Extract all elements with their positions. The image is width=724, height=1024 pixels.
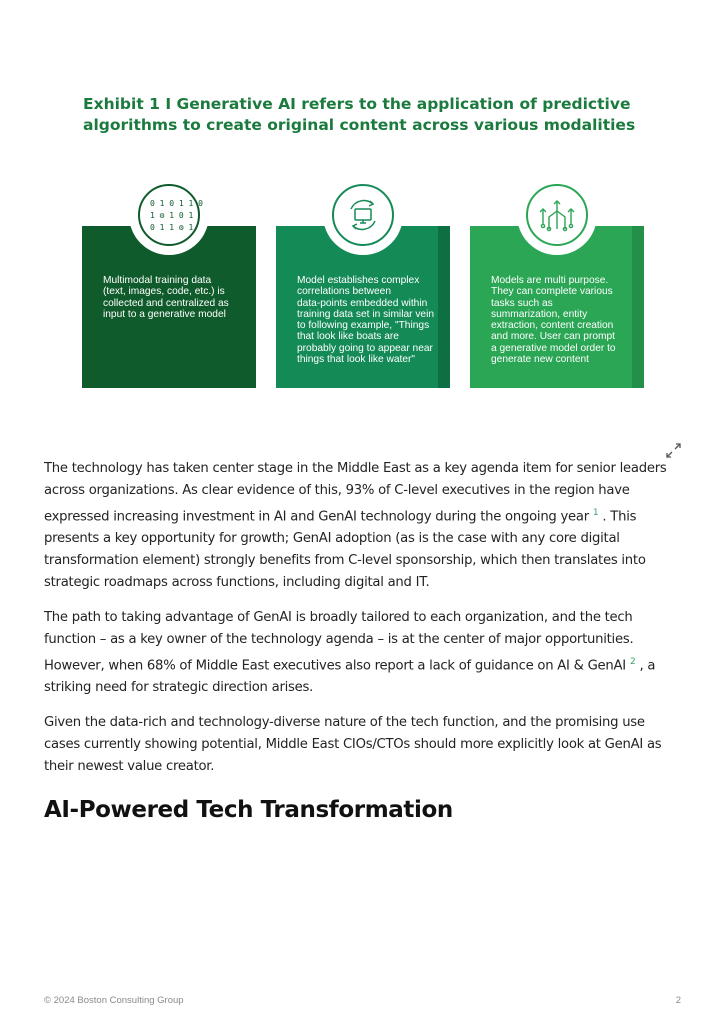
footnote-ref[interactable]: 2 — [629, 657, 636, 667]
expand-icon[interactable] — [665, 442, 682, 459]
svg-text:0 1 0 1 1 0: 0 1 0 1 1 0 — [150, 199, 203, 208]
monitor-cycle-icon — [343, 195, 383, 235]
paragraph-text: , a striking need for strategic direction arises. — [44, 658, 656, 696]
body-paragraph — [44, 712, 684, 778]
badge-model — [323, 175, 403, 255]
body-paragraph — [44, 607, 684, 699]
card-accent-strip — [632, 226, 644, 388]
body-paragraph — [44, 458, 684, 594]
card-text: Models are multi purpose. They can complete various tasks such as summarization, entity extraction, content creation and more. User can prompt a generative model order to generate new content — [491, 275, 616, 366]
multi-output-icon — [537, 195, 577, 235]
svg-text:0 1 1 ⚙ 1: 0 1 1 ⚙ 1 — [150, 223, 194, 232]
card-text: Multimodal training data (text, images, code, etc.) is collected and centralized as input to a generative model — [103, 275, 229, 320]
footnote-ref[interactable]: 1 — [592, 508, 599, 518]
exhibit-title: Exhibit 1 I Generative AI refers to the application of predictive algorithms to create original content across various modalities — [83, 95, 636, 134]
card-accent-strip — [438, 226, 450, 388]
section-heading: AI-Powered Tech Transformation — [44, 797, 453, 823]
paragraph-text: The technology has taken center stage in the Middle East as a key agenda item for senior leaders across organizations. As clear evidence of this, 93% of C-level executives in the region have expressed increasing investment in AI and GenAI technology during the ongoing year — [44, 461, 667, 525]
paragraph-text: . This presents a key opportunity for growth; GenAI adoption (as is the case with any core digital transformation element) strongly benefits from C-level sponsorship, which then translates into strategic roadmaps across functions, including digital and IT. — [44, 509, 646, 591]
card-text: Model establishes complex correlations between data-points embedded within training data set in similar vein to following example, "Things that look like boats are probably going to appear near things that look like water" — [297, 275, 435, 366]
paragraph-text: Given the data-rich and technology-diverse nature of the tech function, and the promising use cases currently showing potential, Middle East CIOs/CTOs should more explicitly look at GenAI as their newest value creator. — [44, 715, 662, 774]
badge-training-data — [129, 175, 209, 255]
paragraph-text: The path to taking advantage of GenAI is broadly tailored to each organization, and the tech function – as a key owner of the technology agenda – is at the center of major opportunities. However, when 68% of Middle East executives also report a lack of guidance on AI & GenAI — [44, 610, 634, 674]
page-number: 2 — [675, 995, 681, 1006]
footer-copyright: © 2024 Boston Consulting Group — [44, 995, 184, 1006]
badge-multi-purpose — [517, 175, 597, 255]
binary-data-icon — [147, 196, 203, 234]
svg-text:1 ⚙ 1 0 1: 1 ⚙ 1 0 1 — [150, 211, 194, 220]
